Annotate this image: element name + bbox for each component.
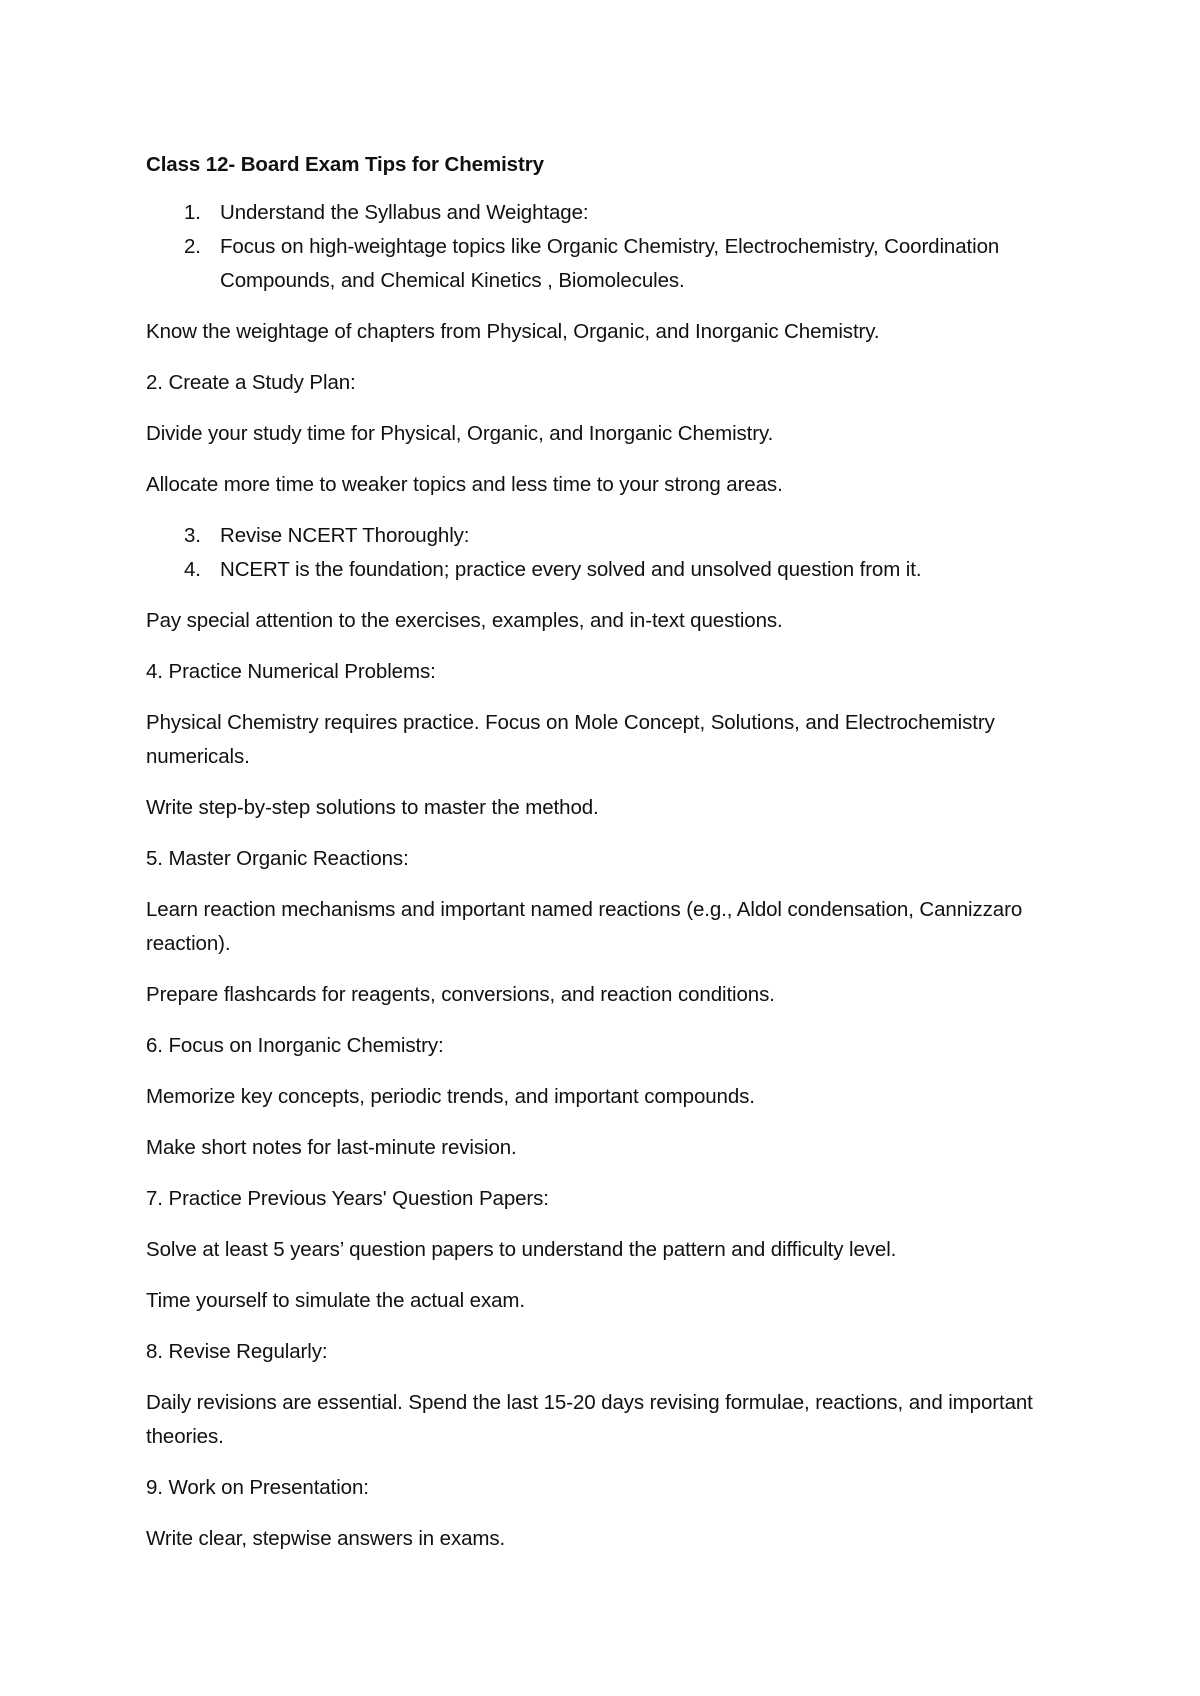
paragraph-divide-time: Divide your study time for Physical, Organic, and Inorganic Chemistry. <box>146 422 774 445</box>
paragraph-daily-revisions: Daily revisions are essential. Spend the last 15-20 days revising formulae, reactions, and important theories. <box>146 1391 1033 1448</box>
list-item <box>146 196 1076 230</box>
list-item-text: NCERT is the foundation; practice every solved and unsolved question from it. <box>220 558 922 581</box>
paragraph-step-by-step: Write step-by-step solutions to master the method. <box>146 796 599 819</box>
list-item <box>146 519 1076 553</box>
paragraph-physical-practice: Physical Chemistry requires practice. Focus on Mole Concept, Solutions, and Electrochemistry numericals. <box>146 711 995 768</box>
list-item-text: Revise NCERT Thoroughly: <box>220 524 470 547</box>
list-item-number: 1. <box>184 201 201 224</box>
paragraph-memorize: Memorize key concepts, periodic trends, and important compounds. <box>146 1085 755 1108</box>
numbered-list-1 <box>146 196 1076 298</box>
heading-inorganic-chemistry: 6. Focus on Inorganic Chemistry: <box>146 1034 444 1057</box>
paragraph-short-notes: Make short notes for last-minute revision. <box>146 1136 517 1159</box>
paragraph-write-clear: Write clear, stepwise answers in exams. <box>146 1527 506 1550</box>
heading-revise-regularly: 8. Revise Regularly: <box>146 1340 328 1363</box>
heading-numerical-problems: 4. Practice Numerical Problems: <box>146 660 436 683</box>
list-item-number: 3. <box>184 524 201 547</box>
heading-study-plan: 2. Create a Study Plan: <box>146 371 356 394</box>
list-item-number: 2. <box>184 235 201 258</box>
document-title: Class 12- Board Exam Tips for Chemistry <box>146 153 544 176</box>
numbered-list-2 <box>146 519 1076 587</box>
paragraph-flashcards: Prepare flashcards for reagents, conversions, and reaction conditions. <box>146 983 775 1006</box>
paragraph-know-weightage: Know the weightage of chapters from Physical, Organic, and Inorganic Chemistry. <box>146 320 880 343</box>
list-item <box>146 230 1076 298</box>
heading-previous-papers: 7. Practice Previous Years' Question Papers: <box>146 1187 549 1210</box>
paragraph-allocate-time: Allocate more time to weaker topics and less time to your strong areas. <box>146 473 783 496</box>
paragraph-special-attention: Pay special attention to the exercises, examples, and in-text questions. <box>146 609 783 632</box>
list-item-text: Understand the Syllabus and Weightage: <box>220 201 589 224</box>
list-item <box>146 553 1076 587</box>
heading-organic-reactions: 5. Master Organic Reactions: <box>146 847 409 870</box>
heading-presentation: 9. Work on Presentation: <box>146 1476 369 1499</box>
paragraph-time-yourself: Time yourself to simulate the actual exam. <box>146 1289 526 1312</box>
paragraph-solve-papers: Solve at least 5 years’ question papers to understand the pattern and difficulty level. <box>146 1238 897 1261</box>
paragraph-reaction-mechanisms: Learn reaction mechanisms and important named reactions (e.g., Aldol condensation, Cannizzaro reaction). <box>146 898 1023 955</box>
list-item-text: Focus on high-weightage topics like Organic Chemistry, Electrochemistry, Coordination Compounds, and Chemical Kinetics , Biomolecules. <box>220 235 1000 292</box>
list-item-number: 4. <box>184 558 201 581</box>
document-body <box>146 148 1076 1573</box>
